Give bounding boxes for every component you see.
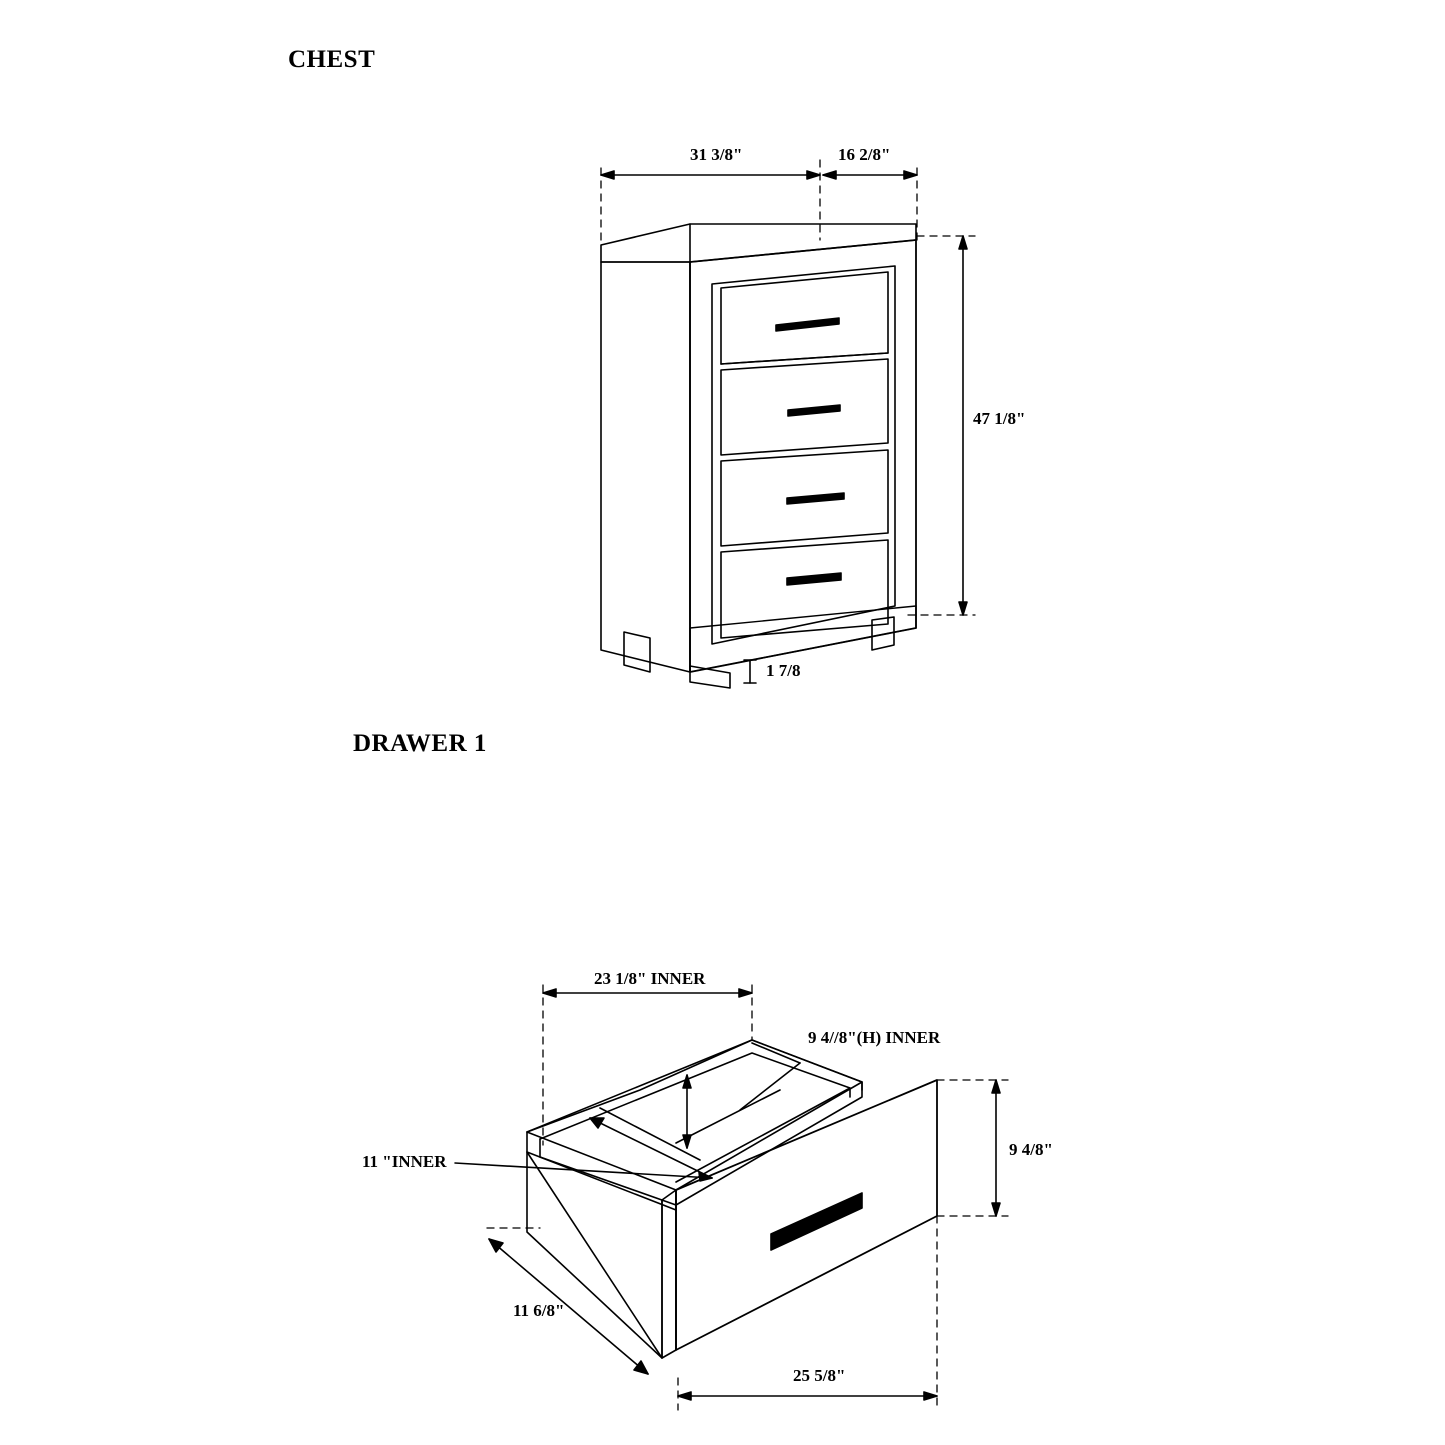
- chest-height-label: 47 1/8": [973, 409, 1026, 428]
- chest-leg-height-label: 1 7/8: [766, 661, 801, 680]
- drawer-outer-width-label: 25 5/8": [793, 1366, 846, 1385]
- drawer-outer-depth-label: 11 6/8": [513, 1301, 565, 1320]
- chest-depth-label: 16 2/8": [838, 145, 891, 164]
- chest-width-label: 31 3/8": [690, 145, 743, 164]
- page-title-chest: CHEST: [288, 46, 376, 73]
- drawer-inner-height-label: 9 4//8"(H) INNER: [808, 1028, 941, 1047]
- page-title-drawer: DRAWER 1: [353, 730, 487, 757]
- drawer-inner-width-label: 23 1/8" INNER: [594, 969, 706, 988]
- drawer-outer-height-label: 9 4/8": [1009, 1140, 1053, 1159]
- drawer-inner-depth-label: 11 "INNER: [362, 1152, 447, 1171]
